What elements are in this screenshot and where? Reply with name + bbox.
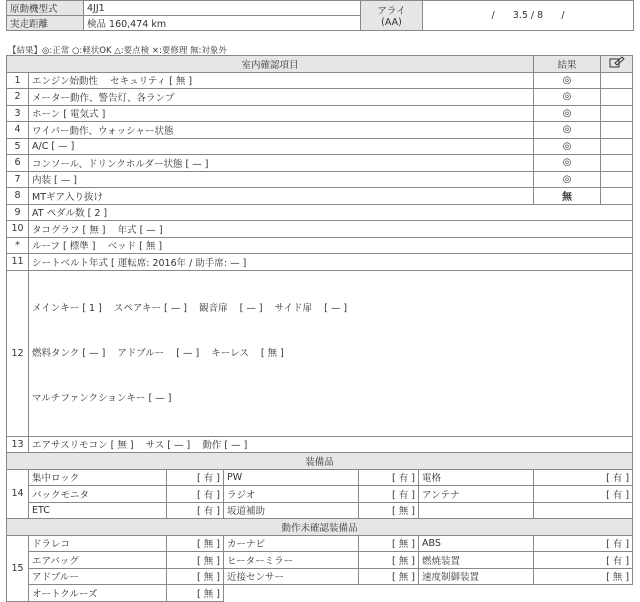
equipment-value: [ 無 ]	[359, 568, 419, 585]
equipment-value: [ 有 ]	[167, 469, 224, 486]
row-number: 6	[7, 155, 29, 172]
equipment-name: 電格	[419, 469, 534, 486]
equipment-value: [ 有 ]	[534, 535, 633, 552]
row-number: 3	[7, 105, 29, 122]
equipment-name: ヒーターミラー	[224, 552, 359, 569]
equipment-name: ラジオ	[224, 486, 359, 503]
check-row	[7, 237, 633, 254]
empty-cell	[224, 585, 633, 602]
row-text: 内装 [ — ]	[29, 171, 534, 188]
equipment-header: 装備品	[7, 453, 633, 470]
row-number: 12	[7, 270, 29, 436]
keys-line-1: メインキー [ 1 ] スペアキー [ — ] 観音扉 [ — ] サイド扉 [ — ]	[32, 302, 348, 314]
row-text: エンジン始動性 セキュリティ [ 無 ]	[29, 72, 534, 89]
check-row	[7, 171, 633, 188]
check-row	[7, 122, 633, 139]
row-extra	[601, 122, 633, 139]
check-row	[7, 436, 633, 453]
result-legend: 【結果】◎:正常 ○:軽状OK △:要点検 ×:要修理 無:対象外	[8, 46, 227, 56]
equipment-value: [ 無 ]	[534, 568, 633, 585]
row-text: AT ペダル数 [ 2 ]	[29, 204, 633, 221]
equipment-value: [ 有 ]	[534, 469, 633, 486]
row-text: ワイパー動作、ウォッシャー状態	[29, 122, 534, 139]
keys-line-3: マルチファンクションキー [ — ]	[32, 392, 172, 404]
check-row	[7, 188, 633, 205]
row-number: 4	[7, 122, 29, 139]
row-number: *	[7, 237, 29, 254]
row-result: ◎	[534, 72, 601, 89]
row-extra	[601, 72, 633, 89]
check-row	[7, 72, 633, 89]
mileage-label: 実走距離	[7, 16, 84, 31]
mileage-value: 検品 160,474 km	[84, 16, 361, 31]
equipment-name: カーナビ	[224, 535, 359, 552]
keys-line-2: 燃料タンク [ — ] アドブルー [ — ] キーレス [ 無 ]	[32, 347, 284, 359]
row-text: エアサスリモコン [ 無 ] サス [ — ] 動作 [ — ]	[29, 436, 633, 453]
unverified-row	[7, 585, 633, 602]
row-result: ◎	[534, 105, 601, 122]
check-row	[7, 105, 633, 122]
equipment-name: 速度制御装置	[419, 568, 534, 585]
check-row	[7, 89, 633, 106]
keys-row	[7, 270, 633, 436]
row-text: メーター動作、警告灯、各ランプ	[29, 89, 534, 106]
check-row	[7, 204, 633, 221]
check-row	[7, 221, 633, 238]
equipment-name: バックモニタ	[29, 486, 167, 503]
equipment-name: 燃焼装置	[419, 552, 534, 569]
row-number: 10	[7, 221, 29, 238]
alignment-label	[361, 1, 423, 31]
row-extra	[601, 105, 633, 122]
equipment-name: PW	[224, 469, 359, 486]
row-number: 2	[7, 89, 29, 106]
row-text: ホーン [ 電気式 ]	[29, 105, 534, 122]
row-number: 9	[7, 204, 29, 221]
equipment-value: [ 有 ]	[167, 486, 224, 503]
equipment-name: アドブルー	[29, 568, 167, 585]
row-result: 無	[534, 188, 601, 205]
equipment-value: [ 無 ]	[167, 585, 224, 602]
equipment-row	[7, 486, 633, 503]
check-row	[7, 254, 633, 271]
equipment-name: ドラレコ	[29, 535, 167, 552]
equipment-value: [ 無 ]	[359, 535, 419, 552]
interior-check-header: 室内確認項目	[7, 56, 534, 73]
equipment-value: [ 有 ]	[534, 552, 633, 569]
row-result: ◎	[534, 89, 601, 106]
equipment-value: [ 有 ]	[359, 486, 419, 503]
row-number: 8	[7, 188, 29, 205]
equipment-name: ABS	[419, 535, 534, 552]
vehicle-info-table	[6, 0, 634, 31]
unverified-row	[7, 568, 633, 585]
row-text: シートベルト年式 [ 運転席: 2016年 / 助手席: — ]	[29, 254, 633, 271]
row-text: タコグラフ [ 無 ] 年式 [ — ]	[29, 221, 633, 238]
alignment-sub-text: (AA)	[381, 17, 402, 28]
equipment-value: [ 無 ]	[167, 535, 224, 552]
row-result: ◎	[534, 138, 601, 155]
row-number: 15	[7, 535, 29, 601]
equipment-name: エアバッグ	[29, 552, 167, 569]
edit-icon[interactable]	[601, 56, 633, 73]
row-text: A/C [ — ]	[29, 138, 534, 155]
equipment-value: [ 有 ]	[167, 502, 224, 519]
equipment-value: [ 無 ]	[167, 552, 224, 569]
alignment-values: / 3.5 / 8 /	[423, 1, 634, 31]
equipment-value	[534, 502, 633, 519]
keys-row-text	[29, 270, 633, 436]
row-text: ルーフ [ 標準 ] ベッド [ 無 ]	[29, 237, 633, 254]
equipment-name: 集中ロック	[29, 469, 167, 486]
equipment-name: アンテナ	[419, 486, 534, 503]
result-header: 結果	[534, 56, 601, 73]
equipment-value: [ 無 ]	[167, 568, 224, 585]
unverified-row	[7, 552, 633, 569]
equipment-name	[419, 502, 534, 519]
equipment-name: オートクルーズ	[29, 585, 167, 602]
row-extra	[601, 188, 633, 205]
row-extra	[601, 138, 633, 155]
equipment-value: [ 有 ]	[359, 469, 419, 486]
row-extra	[601, 89, 633, 106]
equipment-row	[7, 469, 633, 486]
engine-type-value: 4JJ1	[84, 1, 361, 16]
row-number: 7	[7, 171, 29, 188]
row-number: 1	[7, 72, 29, 89]
equipment-value: [ 無 ]	[359, 552, 419, 569]
check-row	[7, 155, 633, 172]
unverified-equipment-header: 動作未確認装備品	[7, 519, 633, 536]
equipment-name: 坂道補助	[224, 502, 359, 519]
equipment-value: [ 無 ]	[359, 502, 419, 519]
row-number: 13	[7, 436, 29, 453]
equipment-name: 近接センサー	[224, 568, 359, 585]
row-result: ◎	[534, 122, 601, 139]
alignment-label-text: アライ	[377, 6, 406, 17]
engine-type-label: 原動機型式	[7, 1, 84, 16]
row-extra	[601, 155, 633, 172]
equipment-name: ETC	[29, 502, 167, 519]
row-result: ◎	[534, 155, 601, 172]
row-extra	[601, 171, 633, 188]
row-text: MTギア入り抜け	[29, 188, 534, 205]
row-number: 14	[7, 469, 29, 519]
check-row	[7, 138, 633, 155]
row-number: 11	[7, 254, 29, 271]
row-number: 5	[7, 138, 29, 155]
row-result: ◎	[534, 171, 601, 188]
inspection-table	[6, 55, 633, 602]
equipment-value: [ 有 ]	[534, 486, 633, 503]
equipment-row	[7, 502, 633, 519]
row-text: コンソール、ドリンクホルダー状態 [ — ]	[29, 155, 534, 172]
unverified-row	[7, 535, 633, 552]
